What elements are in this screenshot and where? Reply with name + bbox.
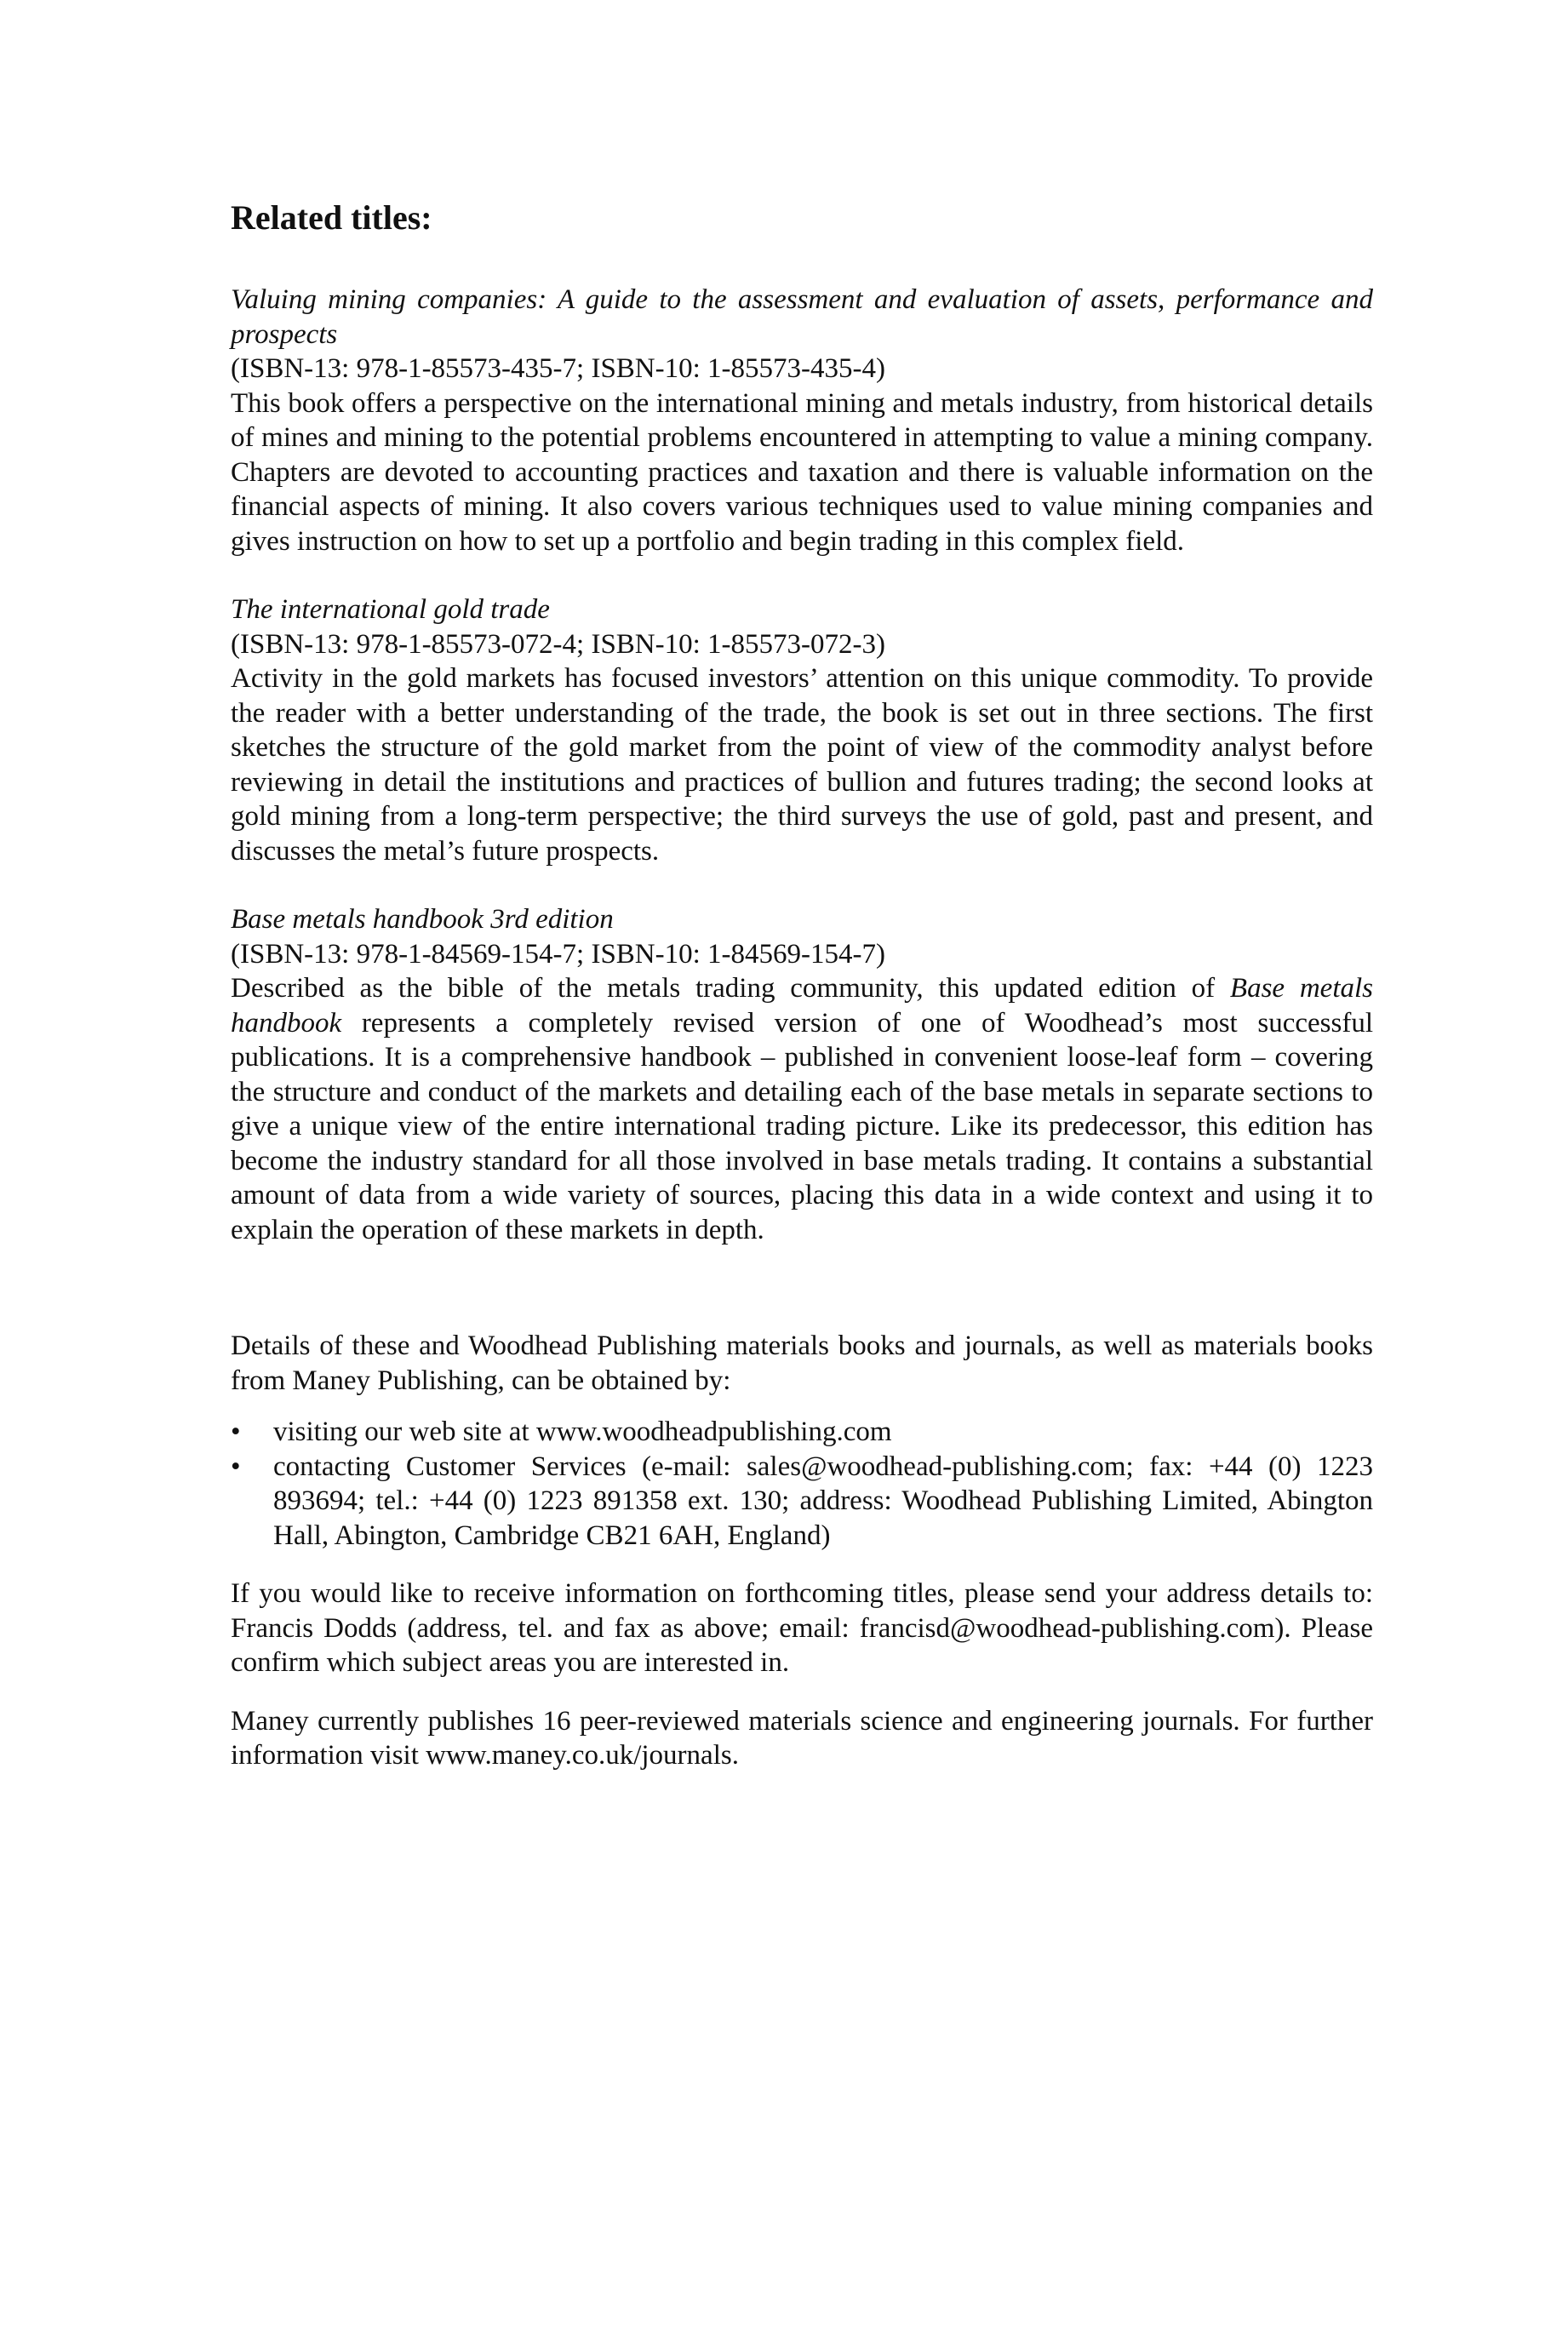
book-title: Valuing mining companies: A guide to the assessment and evaluation of assets, performance and prospects xyxy=(231,284,1373,350)
book-entry-gold-trade xyxy=(231,592,1373,868)
related-titles-page xyxy=(231,196,1373,1773)
book-isbn: (ISBN-13: 978-1-85573-072-4; ISBN-10: 1-85573-072-3) xyxy=(231,628,886,660)
list-item-text: visiting our web site at www.woodheadpublishing.com xyxy=(273,1416,892,1447)
description-text: Described as the bible of the metals trading community, this updated edition of xyxy=(231,973,1230,1004)
list-item xyxy=(231,1450,1373,1554)
description-italic-title: Base metals handbook xyxy=(231,973,1373,1039)
book-isbn: (ISBN-13: 978-1-84569-154-7; ISBN-10: 1-84569-154-7) xyxy=(231,938,886,970)
book-description: This book offers a perspective on the international mining and metals industry, from historical details of mines and mining to the potential problems encountered in attempting to value a mining company. Chapters are devoted to accounting practices and taxation and there is valuable information on the financial aspects of mining. It also covers various techniques used to value mining companies and gives instruction on how to set up a portfolio and begin trading in this complex field. xyxy=(231,387,1373,557)
list-item-text: contacting Customer Services (e-mail: sales@woodhead-publishing.com; fax: +44 (0) 1223 893694; tel.: +44 (0) 1223 891358 ext. 130; address: Woodhead Publishing Limited, Abington Hall, Abington, Cambridge CB21 6AH, England) xyxy=(273,1451,1373,1551)
bullet-icon: • xyxy=(231,1451,241,1482)
description-text: represents a completely revised version of one of Woodhead’s most successful publications. It is a comprehensive handbook – published in convenient loose-leaf form – covering the structure and conduct of the markets and detailing each of the base metals in separate sections to give a unique view of the entire international trading picture. Like its predecessor, this edition has become the industry standard for all those involved in base metals trading. It contains a substantial amount of data from a wide variety of sources, placing this data in a wide context and using it to explain the operation of these markets in depth. xyxy=(231,1007,1373,1245)
maney-journals-paragraph: Maney currently publishes 16 peer-reviewed materials science and engineering journals. For further information visit www.maney.co.uk/journals. xyxy=(231,1705,1373,1771)
book-isbn: (ISBN-13: 978-1-85573-435-7; ISBN-10: 1-85573-435-4) xyxy=(231,353,886,384)
book-description xyxy=(231,971,1373,1247)
book-title: The international gold trade xyxy=(231,594,550,625)
bullet-icon: • xyxy=(231,1416,241,1447)
page-heading: Related titles: xyxy=(231,198,432,237)
book-description: Activity in the gold markets has focused investors’ attention on this unique commodity. To provide the reader with a better understanding of the trade, the book is set out in three sections. The first sketches the structure of the gold market from the point of view of the commodity analyst before reviewing in detail the institutions and practices of bullion and futures trading; the second looks at gold mining from a long-term perspective; the third surveys the use of gold, past and present, and discusses the metal’s future prospects. xyxy=(231,663,1373,867)
list-item xyxy=(231,1415,1373,1450)
book-title: Base metals handbook 3rd edition xyxy=(231,904,614,935)
contact-methods-list xyxy=(231,1415,1373,1553)
forthcoming-titles-paragraph: If you would like to receive information on forthcoming titles, please send your address details to: Francis Dodds (address, tel. and fax as above; email: francisd@woodhead-publishing.com). Please confirm which subject areas you are interested in. xyxy=(231,1578,1373,1678)
book-entry-base-metals xyxy=(231,902,1373,1247)
contact-intro: Details of these and Woodhead Publishing materials books and journals, as well as materials books from Maney Publishing, can be obtained by: xyxy=(231,1331,1373,1396)
book-entry-valuing-mining xyxy=(231,283,1373,558)
